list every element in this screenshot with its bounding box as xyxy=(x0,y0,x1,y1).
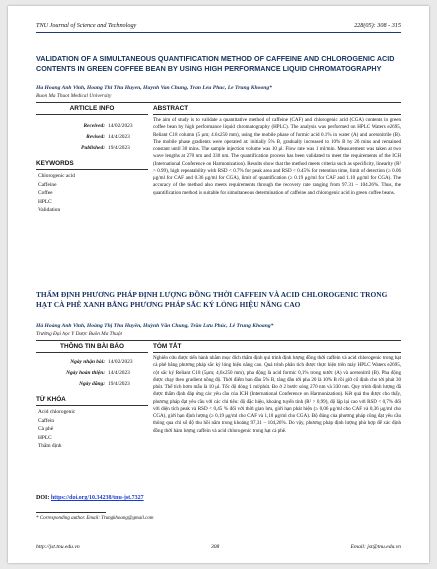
received-row-vi xyxy=(36,357,148,368)
keyword: Cà phê xyxy=(38,426,54,433)
abstract-heading: ABSTRACT xyxy=(153,103,401,115)
vietnamese-abstract-section xyxy=(153,341,401,435)
revised-date-vi: 14/4/2023 xyxy=(108,370,130,376)
received-label-vi: Ngày nhận bài: xyxy=(70,359,105,365)
keyword: Acid chlorogenic xyxy=(38,409,76,415)
english-authors: Ha Hoang Anh Vinh, Hoang Thi Thu Huyen, Huynh Van Chung, Tran Leu Phuc, Le Trung Khoong* xyxy=(36,85,272,91)
keyword: HPLC xyxy=(38,434,52,441)
keyword: Chlorogenic acid xyxy=(38,173,75,179)
keyword: Caffein xyxy=(38,417,55,424)
revised-row-vi xyxy=(36,368,148,379)
header-rule xyxy=(36,32,401,33)
published-row xyxy=(36,143,148,154)
revised-row xyxy=(36,132,148,143)
vietnamese-affiliation: Trường Đại học Y Dược Buôn Ma Thuột xyxy=(36,331,123,337)
keyword: Coffee xyxy=(38,190,53,197)
article-info-heading: ARTICLE INFO xyxy=(36,103,148,115)
keyword: Validation xyxy=(38,207,61,214)
revised-label: Revised: xyxy=(86,134,105,140)
english-article-info xyxy=(36,103,148,215)
doi-link[interactable]: https://doi.org/10.34238/tnu-jst.7327 xyxy=(50,495,144,501)
page-footer xyxy=(36,544,401,550)
page-number: 308 xyxy=(210,544,220,550)
keywords-heading: KEYWORDS xyxy=(36,158,148,170)
article-info-heading-vi: THÔNG TIN BÀI BÁO xyxy=(36,341,148,353)
footer-email: Email: jst@tnu.edu.vn xyxy=(350,544,401,550)
keyword: Thẩm định xyxy=(38,443,62,450)
published-date: 19/4/2023 xyxy=(108,145,130,151)
english-abstract: The aim of study is to validate a quantitative method of caffeine (CAF) and chlorogenic acid (CGA) contents in green coffee bean by high performance liquid chromatography (HPLC). The analysis was performed on HPLC Waters e2695, Reliant C18 column (5 μm; 4.6x250 mm), using the mobile phase of formic acid 0.1% in water (A) and acetonitrile (B). The mobile phase gradients were operated at: initially 5% B, gradually increased to 10% B by 20 mins and remained constant until 30 mins. The sample injection volume was 10 μl. Flow rate was 1 ml/min. Measurement was taken at two wave lengths at 270 nm and 330 nm. The quantification process has been validated to meet the requirements of the ICH (International Conference on Harmonization). Results show that the method meets criteria such as specificity, linearity (R² > 0.99), high repeatability with RSD < 0.7% for peak area and RSD < 0.45% for retention time, limit of detection (≥ 0.06 μg/ml for CAF and 0.36 μg/ml for CGA), limit of quantification (≥ 0.19 μg/ml for CAF and 1.10 μg/ml for CGA). The accuracy of the method also meets requirements through the recovery rate ranging from 97.31 – 104.26%. Thus, the quantification method is suitable for simultaneous determination of caffeine and chlorogenic acid in green coffee beans. xyxy=(153,117,401,196)
published-label: Published: xyxy=(81,145,105,151)
keywords-heading-vi: TỪ KHÓA xyxy=(36,394,148,406)
footer-url: http://jst.tnu.edu.vn xyxy=(36,544,80,550)
vietnamese-article-info xyxy=(36,341,148,451)
revised-date: 14/4/2023 xyxy=(108,134,130,140)
received-row xyxy=(36,121,148,132)
revised-label-vi: Ngày hoàn thiện: xyxy=(66,370,105,376)
doi-label: DOI: xyxy=(36,495,50,501)
received-label: Received: xyxy=(83,123,105,129)
english-affiliation: Buon Ma Thuot Medical University xyxy=(36,93,112,99)
footnote-rule xyxy=(36,512,106,513)
published-label-vi: Ngày đăng: xyxy=(79,381,105,387)
paper-page xyxy=(8,6,429,563)
issue-pages: 228(05): 308 - 315 xyxy=(354,22,401,29)
corresponding-author-footnote: * Corresponding author. Email: Trungkhoang@gmail.com xyxy=(36,516,154,521)
abstract-heading-vi: TÓM TẮT xyxy=(153,341,401,353)
vietnamese-abstract: Nghiên cứu được tiến hành nhằm mục đích thẩm định qui trình định lượng đồng thời caffein và acid chlorogenic trong hạt cà phê bằng phương pháp sắc ký lỏng hiệu năng cao. Quá trình phân tích được thực hiện trên máy HPLC Waters e2695, cột sắc ký Reliant C18 (5μm; 4,6x250 mm), pha động là acid formic 0,1% trong nước (A) và acetonitril (B). Pha động được chạy theo gradient nồng độ. Thời điểm ban đầu 5% B, tăng dần tới pha 20 là 10% B rồi giữ cố định cho tới phút 30 phút. Thể tích bơm mẫu là 10 μl. Tốc độ dòng 1 ml/phút. Đo ở 2 bước sóng 270 nm và 330 nm. Quy trình định lượng đã được thẩm định đáp ứng các yêu cầu của ICH (International Conference on Harmonization). Kết quả thu được cho thấy, phương pháp đạt yêu cầu với các chỉ tiêu: độ đặc hiệu, khoảng tuyến tính (R² > 0,99), độ lặp lại cao với RSD < 0,7% đối với diện tích peak và RSD < 0,45 % đối với thời gian lưu, giới hạn phát hiện (≥ 0,06 μg/ml cho CAF và 0,36 μg/ml cho CGA), giới hạn định lượng (≥ 0,19 μg/ml cho CAF và 1,10 μg/ml cho CGA). Độ đúng của phương pháp cũng đạt yêu cầu thông qua chỉ số độ thu hồi nằm trong khoảng 97,31 – 104,26%. Do vậy, phương pháp định lượng phù hợp để xác định đồng thời hàm lượng caffein và acid chlorogenic trong hạt cà phê. xyxy=(153,355,401,434)
keyword: HPLC xyxy=(38,198,52,205)
keyword: Caffeine xyxy=(38,181,57,188)
published-row-vi xyxy=(36,379,148,390)
vietnamese-authors: Hà Hoàng Anh Vinh, Hoàng Thị Thu Huyền, Huỳnh Văn Chung, Trần Lưu Phúc, Lê Trung Khoang* xyxy=(36,323,274,329)
received-date: 14/02/2023 xyxy=(108,123,133,129)
doi-line xyxy=(36,495,144,501)
english-title: VALIDATION OF A SIMULTANEOUS QUANTIFICATION METHOD OF CAFFEINE AND CHLOROGENIC ACID CONTENTS IN GREEN COFFEE BEAN BY USING HIGH PERFORMANCE LIQUID CHROMATOGRAPHY xyxy=(36,54,395,73)
running-header xyxy=(36,22,401,32)
vietnamese-title: THẨM ĐỊNH PHƯƠNG PHÁP ĐỊNH LƯỢNG ĐỒNG THỜI CAFFEIN VÀ ACID CHLOROGENIC TRONG HẠT CÀ PHÊ XANH BẰNG PHƯƠNG PHÁP SẮC KÝ LỎNG HIỆU NĂNG CAO xyxy=(36,290,388,309)
published-date-vi: 19/4/2023 xyxy=(108,381,130,387)
journal-name: TNU Journal of Science and Technology xyxy=(36,22,137,29)
received-date-vi: 14/02/2023 xyxy=(108,359,133,365)
english-abstract-section xyxy=(153,103,401,197)
